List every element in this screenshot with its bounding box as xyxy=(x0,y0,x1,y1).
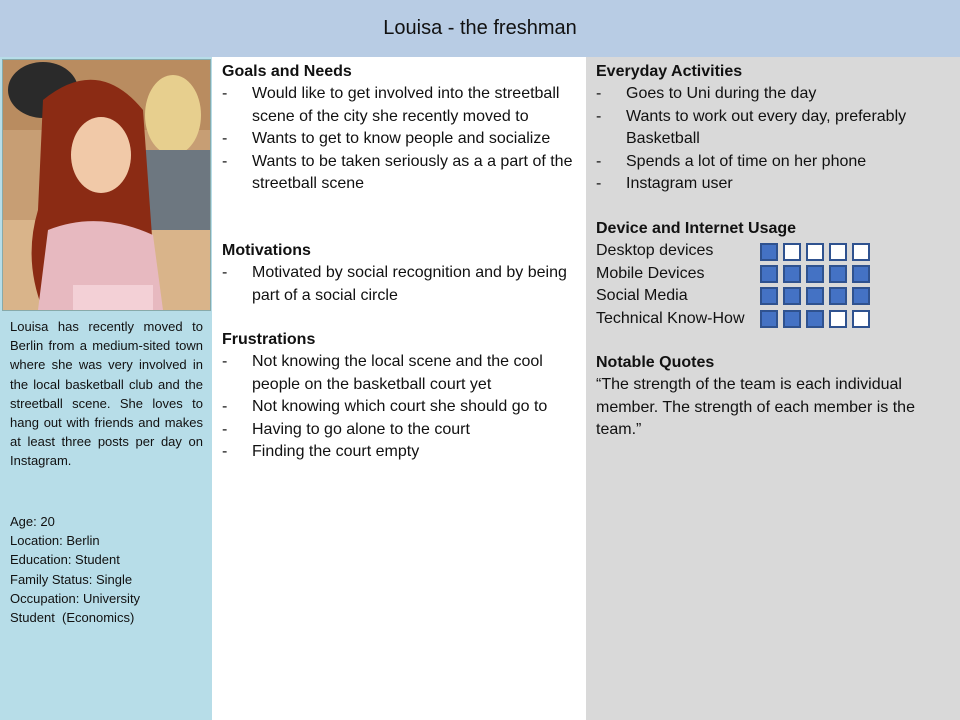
bullet-dash: - xyxy=(222,353,228,371)
persona-photo-illustration xyxy=(3,60,210,310)
frustrations-section xyxy=(222,329,582,463)
rating-square-filled xyxy=(783,287,801,305)
usage-label: Desktop devices xyxy=(596,242,714,260)
list-item xyxy=(596,173,956,195)
rating-square-filled xyxy=(760,243,778,261)
rating-squares xyxy=(760,310,870,328)
fact-occupation: Occupation: University xyxy=(10,590,141,606)
usage-label: Technical Know-How xyxy=(596,309,745,327)
frustration-item: Having to go alone to the court xyxy=(252,420,470,438)
activity-item: Goes to Uni during the day xyxy=(626,85,817,103)
fact-family-status: Family Status: Single xyxy=(10,571,133,587)
quotes-section xyxy=(596,352,956,442)
bullet-dash: - xyxy=(222,152,228,170)
goal-item: Would like to get involved into the streetball scene of the city she recently moved to xyxy=(252,85,560,125)
bullet-dash: - xyxy=(222,130,228,148)
list-item xyxy=(596,151,956,173)
quotes-heading: Notable Quotes xyxy=(596,354,715,371)
rating-square-empty xyxy=(783,243,801,261)
fact-age: Age: 20 xyxy=(10,514,55,529)
activity-item: Spends a lot of time on her phone xyxy=(626,152,867,170)
rating-square-filled xyxy=(829,287,847,305)
bullet-dash: - xyxy=(222,85,228,103)
list-item xyxy=(222,151,582,196)
persona-photo xyxy=(2,59,211,311)
motivation-item: Motivated by social recognition and by being part of a social circle xyxy=(252,264,567,304)
rating-square-empty xyxy=(852,310,870,328)
usage-row xyxy=(596,308,956,330)
list-item xyxy=(222,396,582,418)
list-item xyxy=(222,419,582,441)
fact-occupation-detail: Student (Economics) xyxy=(10,610,135,626)
list-item xyxy=(222,262,582,307)
bullet-dash: - xyxy=(222,420,228,438)
frustration-item: Finding the court empty xyxy=(252,443,420,461)
persona-facts xyxy=(10,512,205,627)
rating-square-filled xyxy=(760,287,778,305)
activities-section xyxy=(596,61,956,195)
fact-education: Education: Student xyxy=(10,552,120,568)
rating-square-filled xyxy=(783,265,801,283)
bullet-dash: - xyxy=(596,175,602,193)
frustration-item: Not knowing the local scene and the cool people on the basketball court yet xyxy=(252,353,543,393)
usage-row xyxy=(596,240,956,262)
activities-heading: Everyday Activities xyxy=(596,63,743,80)
rating-square-empty xyxy=(852,243,870,261)
rating-square-empty xyxy=(806,243,824,261)
usage-label: Social Media xyxy=(596,287,688,305)
bullet-dash: - xyxy=(596,152,602,170)
persona-bio: Louisa has recently moved to Berlin from a medium-sited town where she was very involved in the local basketball club and the streetball scene. She loves to hang out with friends and makes at least three posts per day on Instagram. xyxy=(10,319,203,469)
list-item xyxy=(222,441,582,463)
rating-square-filled xyxy=(806,287,824,305)
rating-square-filled xyxy=(852,287,870,305)
motivations-section xyxy=(222,240,582,307)
activity-item: Instagram user xyxy=(626,175,733,193)
rating-square-empty xyxy=(829,310,847,328)
frustrations-heading: Frustrations xyxy=(222,331,316,348)
rating-square-filled xyxy=(829,265,847,283)
usage-ratings xyxy=(596,240,956,330)
usage-label: Mobile Devices xyxy=(596,264,705,282)
bullet-dash: - xyxy=(222,398,228,416)
rating-square-filled xyxy=(806,310,824,328)
fact-location: Location: Berlin xyxy=(10,533,100,549)
goals-section xyxy=(222,61,582,195)
list-item xyxy=(222,83,582,128)
goal-item: Wants to get to know people and socialize xyxy=(252,130,551,148)
page-title: Louisa - the freshman xyxy=(383,17,577,39)
motivations-heading: Motivations xyxy=(222,242,311,259)
list-item xyxy=(596,106,956,151)
rating-square-filled xyxy=(783,310,801,328)
notable-quote: “The strength of the team is each individual member. The strength of each member is the team.” xyxy=(596,376,915,439)
bullet-dash: - xyxy=(596,107,602,125)
usage-row xyxy=(596,285,956,307)
rating-squares xyxy=(760,287,870,305)
goals-heading: Goals and Needs xyxy=(222,63,352,80)
usage-row xyxy=(596,263,956,285)
usage-heading: Device and Internet Usage xyxy=(596,220,797,237)
list-item xyxy=(222,351,582,396)
activity-item: Wants to work out every day, preferably Basketball xyxy=(626,107,907,148)
rating-square-empty xyxy=(829,243,847,261)
rating-squares xyxy=(760,243,870,261)
usage-section xyxy=(596,218,956,330)
persona-sidebar xyxy=(0,57,212,720)
bullet-dash: - xyxy=(222,443,228,461)
rating-square-filled xyxy=(760,265,778,283)
activities-column xyxy=(586,57,960,720)
title-bar xyxy=(0,0,960,58)
goals-column xyxy=(212,57,586,720)
frustration-item: Not knowing which court she should go to xyxy=(252,398,548,416)
rating-square-filled xyxy=(806,265,824,283)
rating-square-filled xyxy=(852,265,870,283)
list-item xyxy=(222,128,582,150)
bullet-dash: - xyxy=(596,85,602,103)
rating-square-filled xyxy=(760,310,778,328)
goal-item: Wants to be taken seriously as a a part of the streetball scene xyxy=(252,152,573,193)
bullet-dash: - xyxy=(222,264,228,282)
rating-squares xyxy=(760,265,870,283)
list-item xyxy=(596,83,956,105)
